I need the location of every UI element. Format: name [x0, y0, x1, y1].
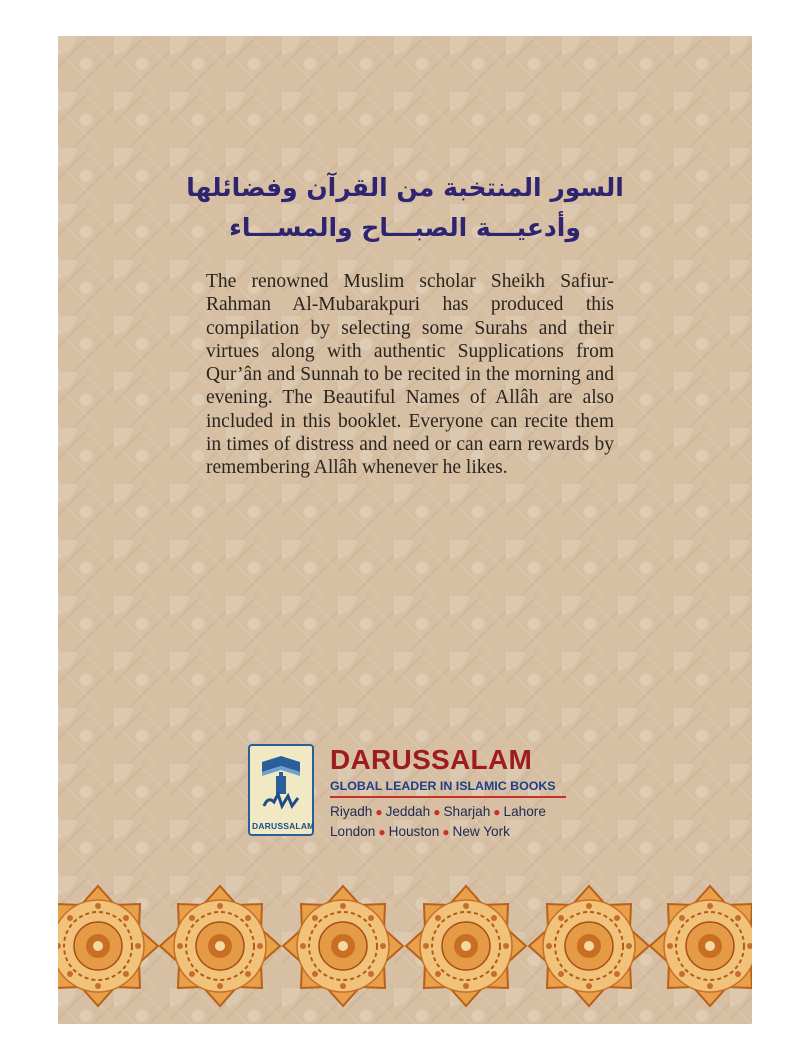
book-back-cover — [58, 36, 752, 1024]
eight-point-rosette-icon — [650, 886, 752, 1006]
arabic-title-line1: السور المنتخبة من القرآن وفضائلها — [186, 173, 624, 202]
bullet-icon: ● — [375, 805, 383, 819]
cities-row2 — [330, 822, 546, 842]
logo-latin-text: DARUSSALAM — [252, 821, 315, 831]
eight-point-rosette-icon — [406, 886, 526, 1006]
cities-row1 — [330, 802, 546, 822]
publisher-cities — [330, 802, 546, 842]
tagline-underline — [330, 796, 566, 798]
eight-point-rosette-icon — [283, 886, 403, 1006]
arabic-title — [58, 168, 752, 248]
city: London — [330, 824, 376, 839]
city: Riyadh — [330, 804, 373, 819]
publisher-block — [248, 744, 578, 840]
eight-point-rosette-icon — [160, 886, 280, 1006]
book-stand-logo-icon — [254, 750, 308, 814]
city: Sharjah — [443, 804, 491, 819]
city: Lahore — [503, 804, 546, 819]
book-description: The renowned Muslim scholar Sheikh Safiur-Rahman Al-Mubarakpuri has produced this compilation by selecting some Surahs and their virtues along with authentic Supplications from Qur’ân and Sunnah to be recited in the morning and evening. The Beautiful Names of Allâh are also included in this booklet. Everyone can recite them in times of distress and need or can earn rewards by remembering Allâh whenever he likes. — [206, 271, 614, 479]
bullet-icon: ● — [433, 805, 441, 819]
city: Houston — [388, 824, 440, 839]
arabic-title-line2: وأدعيـــة الصبـــاح والمســـاء — [229, 213, 581, 242]
eight-point-rosette-icon — [58, 886, 158, 1006]
city: Jeddah — [385, 804, 431, 819]
publisher-tagline: GLOBAL LEADER IN ISLAMIC BOOKS — [330, 779, 556, 793]
rosette-border — [58, 882, 752, 1012]
eight-point-rosette-icon — [529, 886, 649, 1006]
bullet-icon: ● — [442, 825, 450, 839]
bullet-icon: ● — [378, 825, 386, 839]
bullet-icon: ● — [493, 805, 501, 819]
publisher-name: DARUSSALAM — [330, 744, 533, 775]
city: New York — [452, 824, 510, 839]
darussalam-logo — [248, 744, 314, 836]
